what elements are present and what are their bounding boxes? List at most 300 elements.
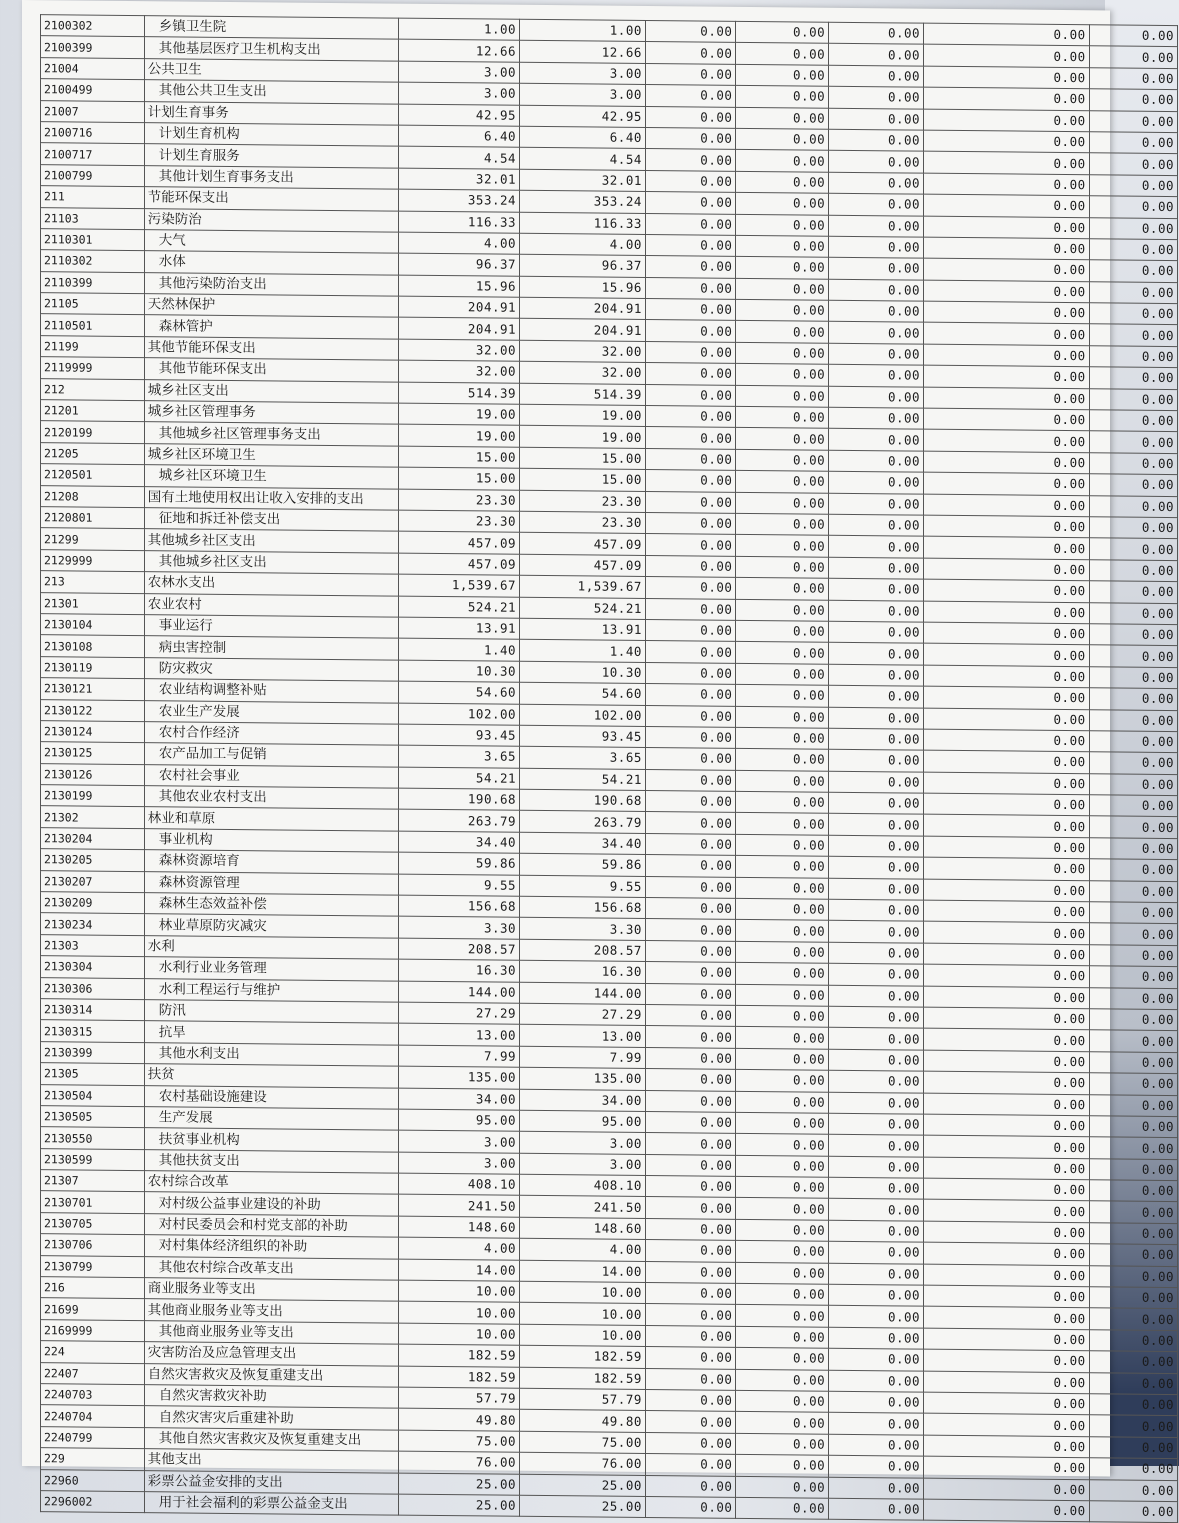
- total-amount-cell: 3.00: [398, 82, 519, 105]
- subject-name-cell: 其他自然灾害救灾及恢复重建支出: [144, 1427, 398, 1451]
- zero-amount-cell: 0.00: [829, 985, 924, 1007]
- table-body: [41, 15, 1178, 1523]
- subject-name-cell: 城乡社区支出: [144, 379, 398, 403]
- zero-amount-cell: 0.00: [736, 43, 829, 65]
- subject-name-cell: 事业运行: [144, 615, 398, 639]
- subject-code-cell: 224: [41, 1341, 145, 1363]
- zero-amount-cell: 0.00: [924, 1478, 1090, 1501]
- subject-name-cell: 农业农村: [144, 593, 398, 617]
- zero-amount-cell: 0.00: [829, 108, 924, 130]
- zero-amount-cell: 0.00: [645, 170, 736, 192]
- subject-name-cell: 扶贫: [144, 1064, 398, 1088]
- zero-amount-cell: 0.00: [736, 385, 829, 407]
- subject-code-cell: 2130124: [41, 721, 145, 743]
- zero-amount-cell: 0.00: [924, 66, 1090, 89]
- zero-amount-cell: 0.00: [736, 1433, 829, 1455]
- subject-code-cell: 2240704: [41, 1405, 145, 1427]
- zero-amount-cell: 0.00: [924, 708, 1090, 731]
- zero-amount-cell: 0.00: [829, 1049, 924, 1071]
- zero-amount-cell: 0.00: [1089, 581, 1177, 603]
- subject-code-cell: 2120501: [41, 464, 145, 486]
- zero-amount-cell: 0.00: [924, 579, 1090, 602]
- total-amount-cell: 102.00: [398, 703, 519, 726]
- total-amount-cell: 116.33: [398, 211, 519, 234]
- zero-amount-cell: 0.00: [924, 280, 1090, 303]
- zero-amount-cell: 0.00: [645, 1240, 736, 1262]
- zero-amount-cell: 0.00: [645, 427, 736, 449]
- total-amount-cell: 190.68: [398, 788, 519, 811]
- zero-amount-cell: 0.00: [645, 897, 736, 919]
- zero-amount-cell: 0.00: [1089, 1308, 1177, 1330]
- subject-code-cell: 2169999: [41, 1320, 145, 1342]
- subject-name-cell: 灾害防治及应急管理支出: [144, 1342, 398, 1366]
- zero-amount-cell: 0.00: [645, 919, 736, 941]
- zero-amount-cell: 0.00: [736, 471, 829, 493]
- zero-amount-cell: 0.00: [829, 1348, 924, 1370]
- zero-amount-cell: 0.00: [1089, 624, 1177, 646]
- general-budget-cell: 15.00: [520, 447, 646, 470]
- general-budget-cell: 25.00: [520, 1474, 646, 1497]
- zero-amount-cell: 0.00: [736, 278, 829, 300]
- general-budget-cell: 1,539.67: [520, 575, 646, 598]
- zero-amount-cell: 0.00: [924, 258, 1090, 281]
- zero-amount-cell: 0.00: [645, 1218, 736, 1240]
- subject-code-cell: 2296002: [41, 1491, 145, 1513]
- zero-amount-cell: 0.00: [645, 320, 736, 342]
- zero-amount-cell: 0.00: [645, 127, 736, 149]
- zero-amount-cell: 0.00: [924, 1242, 1090, 1265]
- total-amount-cell: 4.54: [398, 146, 519, 169]
- zero-amount-cell: 0.00: [924, 430, 1090, 453]
- zero-amount-cell: 0.00: [924, 451, 1090, 474]
- zero-amount-cell: 0.00: [736, 813, 829, 835]
- general-budget-cell: 148.60: [520, 1217, 646, 1240]
- zero-amount-cell: 0.00: [736, 984, 829, 1006]
- subject-name-cell: 水利工程运行与维护: [144, 978, 398, 1002]
- zero-amount-cell: 0.00: [924, 1456, 1090, 1479]
- subject-code-cell: 211: [41, 186, 145, 208]
- total-amount-cell: 1,539.67: [398, 574, 519, 597]
- zero-amount-cell: 0.00: [924, 1178, 1090, 1201]
- general-budget-cell: 23.30: [520, 511, 646, 534]
- total-amount-cell: 1.40: [398, 638, 519, 661]
- zero-amount-cell: 0.00: [1089, 495, 1177, 517]
- subject-name-cell: 对村级公益事业建设的补助: [144, 1192, 398, 1216]
- subject-code-cell: 2130204: [41, 828, 145, 850]
- zero-amount-cell: 0.00: [924, 1157, 1090, 1180]
- zero-amount-cell: 0.00: [645, 213, 736, 235]
- zero-amount-cell: 0.00: [924, 750, 1090, 773]
- subject-code-cell: 229: [41, 1448, 145, 1470]
- zero-amount-cell: 0.00: [829, 921, 924, 943]
- general-budget-cell: 3.00: [520, 62, 646, 85]
- zero-amount-cell: 0.00: [829, 835, 924, 857]
- zero-amount-cell: 0.00: [736, 856, 829, 878]
- zero-amount-cell: 0.00: [645, 705, 736, 727]
- zero-amount-cell: 0.00: [736, 1497, 829, 1519]
- general-budget-cell: 16.30: [520, 960, 646, 983]
- zero-amount-cell: 0.00: [924, 665, 1090, 688]
- zero-amount-cell: 0.00: [829, 44, 924, 66]
- subject-name-cell: 其他污染防治支出: [144, 272, 398, 296]
- subject-name-cell: 大气: [144, 230, 398, 254]
- subject-code-cell: 2130207: [41, 870, 145, 892]
- zero-amount-cell: 0.00: [924, 815, 1090, 838]
- zero-amount-cell: 0.00: [645, 1325, 736, 1347]
- zero-amount-cell: 0.00: [924, 1499, 1090, 1522]
- subject-name-cell: 其他商业服务业等支出: [144, 1321, 398, 1345]
- zero-amount-cell: 0.00: [829, 1263, 924, 1285]
- total-amount-cell: 208.57: [398, 938, 519, 961]
- total-amount-cell: 93.45: [398, 724, 519, 747]
- subject-name-cell: 事业机构: [144, 829, 398, 853]
- general-budget-cell: 93.45: [520, 725, 646, 748]
- zero-amount-cell: 0.00: [829, 193, 924, 215]
- subject-code-cell: 21305: [41, 1063, 145, 1085]
- subject-code-cell: 21303: [41, 934, 145, 956]
- subject-code-cell: 22960: [41, 1469, 145, 1491]
- general-budget-cell: 3.00: [520, 1153, 646, 1176]
- subject-code-cell: 2100499: [41, 79, 145, 101]
- subject-name-cell: 农村综合改革: [144, 1171, 398, 1195]
- general-budget-cell: 19.00: [520, 404, 646, 427]
- zero-amount-cell: 0.00: [645, 1047, 736, 1069]
- zero-amount-cell: 0.00: [645, 1154, 736, 1176]
- total-amount-cell: 16.30: [398, 959, 519, 982]
- zero-amount-cell: 0.00: [736, 1005, 829, 1027]
- general-budget-cell: 457.09: [520, 554, 646, 577]
- general-budget-cell: 182.59: [520, 1345, 646, 1368]
- zero-amount-cell: 0.00: [736, 599, 829, 621]
- zero-amount-cell: 0.00: [924, 857, 1090, 880]
- subject-code-cell: 2130599: [41, 1148, 145, 1170]
- general-budget-cell: 10.30: [520, 661, 646, 684]
- total-amount-cell: 32.00: [398, 360, 519, 383]
- zero-amount-cell: 0.00: [924, 772, 1090, 795]
- subject-name-cell: 其他扶贫支出: [144, 1149, 398, 1173]
- zero-amount-cell: 0.00: [924, 558, 1090, 581]
- subject-code-cell: 2130234: [41, 913, 145, 935]
- zero-amount-cell: 0.00: [736, 963, 829, 985]
- zero-amount-cell: 0.00: [736, 727, 829, 749]
- zero-amount-cell: 0.00: [736, 364, 829, 386]
- subject-code-cell: 2130550: [41, 1127, 145, 1149]
- zero-amount-cell: 0.00: [736, 64, 829, 86]
- general-budget-cell: 9.55: [520, 875, 646, 898]
- subject-name-cell: 农业生产发展: [144, 700, 398, 724]
- subject-name-cell: 节能环保支出: [144, 187, 398, 211]
- zero-amount-cell: 0.00: [645, 363, 736, 385]
- subject-name-cell: 用于社会福利的彩票公益金支出: [144, 1492, 398, 1516]
- zero-amount-cell: 0.00: [736, 898, 829, 920]
- subject-code-cell: 2130205: [41, 849, 145, 871]
- total-amount-cell: 23.30: [398, 489, 519, 512]
- zero-amount-cell: 0.00: [645, 1261, 736, 1283]
- subject-name-cell: 农村合作经济: [144, 722, 398, 746]
- subject-name-cell: 公共卫生: [144, 58, 398, 82]
- zero-amount-cell: 0.00: [1089, 1223, 1177, 1245]
- zero-amount-cell: 0.00: [829, 471, 924, 493]
- zero-amount-cell: 0.00: [736, 1027, 829, 1049]
- total-amount-cell: 204.91: [398, 318, 519, 341]
- zero-amount-cell: 0.00: [829, 258, 924, 280]
- zero-amount-cell: 0.00: [1089, 46, 1177, 68]
- general-budget-cell: 15.00: [520, 468, 646, 491]
- zero-amount-cell: 0.00: [1089, 1201, 1177, 1223]
- total-amount-cell: 19.00: [398, 425, 519, 448]
- zero-amount-cell: 0.00: [924, 643, 1090, 666]
- zero-amount-cell: 0.00: [829, 322, 924, 344]
- subject-name-cell: 农村社会事业: [144, 764, 398, 788]
- total-amount-cell: 76.00: [398, 1451, 519, 1474]
- zero-amount-cell: 0.00: [924, 922, 1090, 945]
- general-budget-cell: 3.30: [520, 918, 646, 941]
- subject-code-cell: 2130314: [41, 999, 145, 1021]
- general-budget-cell: 263.79: [520, 811, 646, 834]
- subject-name-cell: 扶贫事业机构: [144, 1128, 398, 1152]
- zero-amount-cell: 0.00: [829, 664, 924, 686]
- total-amount-cell: 15.00: [398, 467, 519, 490]
- zero-amount-cell: 0.00: [829, 856, 924, 878]
- zero-amount-cell: 0.00: [829, 1006, 924, 1028]
- zero-amount-cell: 0.00: [924, 1307, 1090, 1330]
- zero-amount-cell: 0.00: [924, 130, 1090, 153]
- total-amount-cell: 156.68: [398, 895, 519, 918]
- subject-code-cell: 2100717: [41, 143, 145, 165]
- zero-amount-cell: 0.00: [1089, 517, 1177, 539]
- total-amount-cell: 54.21: [398, 767, 519, 790]
- zero-amount-cell: 0.00: [736, 920, 829, 942]
- total-amount-cell: 3.00: [398, 61, 519, 84]
- total-amount-cell: 54.60: [398, 681, 519, 704]
- total-amount-cell: 1.00: [398, 18, 519, 41]
- zero-amount-cell: 0.00: [645, 812, 736, 834]
- subject-code-cell: 2130108: [41, 635, 145, 657]
- zero-amount-cell: 0.00: [736, 1455, 829, 1477]
- general-budget-cell: 54.21: [520, 768, 646, 791]
- zero-amount-cell: 0.00: [829, 1113, 924, 1135]
- zero-amount-cell: 0.00: [1089, 880, 1177, 902]
- zero-amount-cell: 0.00: [645, 234, 736, 256]
- zero-amount-cell: 0.00: [829, 407, 924, 429]
- zero-amount-cell: 0.00: [924, 515, 1090, 538]
- subject-name-cell: 森林资源培育: [144, 850, 398, 874]
- zero-amount-cell: 0.00: [645, 619, 736, 641]
- zero-amount-cell: 0.00: [924, 1264, 1090, 1287]
- general-budget-cell: 144.00: [520, 982, 646, 1005]
- zero-amount-cell: 0.00: [924, 194, 1090, 217]
- zero-amount-cell: 0.00: [1089, 838, 1177, 860]
- general-budget-cell: 13.91: [520, 618, 646, 641]
- zero-amount-cell: 0.00: [1089, 1265, 1177, 1287]
- zero-amount-cell: 0.00: [1089, 89, 1177, 111]
- zero-amount-cell: 0.00: [736, 150, 829, 172]
- general-budget-cell: 241.50: [520, 1196, 646, 1219]
- general-budget-cell: 32.01: [520, 169, 646, 192]
- zero-amount-cell: 0.00: [1089, 709, 1177, 731]
- total-amount-cell: 23.30: [398, 510, 519, 533]
- subject-name-cell: 城乡社区环境卫生: [144, 465, 398, 489]
- subject-name-cell: 其他水利支出: [144, 1042, 398, 1066]
- zero-amount-cell: 0.00: [924, 151, 1090, 174]
- general-budget-cell: 7.99: [520, 1046, 646, 1069]
- zero-amount-cell: 0.00: [645, 598, 736, 620]
- zero-amount-cell: 0.00: [829, 899, 924, 921]
- subject-name-cell: 其他城乡社区支出: [144, 529, 398, 553]
- zero-amount-cell: 0.00: [924, 879, 1090, 902]
- zero-amount-cell: 0.00: [645, 791, 736, 813]
- total-amount-cell: 135.00: [398, 1066, 519, 1089]
- subject-name-cell: 其他节能环保支出: [144, 358, 398, 382]
- subject-code-cell: 21299: [41, 528, 145, 550]
- zero-amount-cell: 0.00: [829, 1135, 924, 1157]
- subject-name-cell: 计划生育机构: [144, 123, 398, 147]
- general-budget-cell: 95.00: [520, 1110, 646, 1133]
- zero-amount-cell: 0.00: [1089, 453, 1177, 475]
- subject-name-cell: 计划生育服务: [144, 144, 398, 168]
- subject-name-cell: 国有土地使用权出让收入安排的支出: [144, 486, 398, 510]
- general-budget-cell: 14.00: [520, 1260, 646, 1283]
- zero-amount-cell: 0.00: [1089, 68, 1177, 90]
- zero-amount-cell: 0.00: [1089, 1501, 1177, 1523]
- zero-amount-cell: 0.00: [1089, 966, 1177, 988]
- subject-name-cell: 农业结构调整补贴: [144, 679, 398, 703]
- zero-amount-cell: 0.00: [1089, 1094, 1177, 1116]
- total-amount-cell: 13.00: [398, 1023, 519, 1046]
- total-amount-cell: 10.00: [398, 1302, 519, 1325]
- zero-amount-cell: 0.00: [924, 408, 1090, 431]
- subject-name-cell: 森林资源管理: [144, 871, 398, 895]
- general-budget-cell: 34.00: [520, 1089, 646, 1112]
- zero-amount-cell: 0.00: [829, 728, 924, 750]
- zero-amount-cell: 0.00: [645, 1069, 736, 1091]
- zero-amount-cell: 0.00: [736, 706, 829, 728]
- zero-amount-cell: 0.00: [1089, 945, 1177, 967]
- subject-name-cell: 水体: [144, 251, 398, 275]
- zero-amount-cell: 0.00: [736, 1219, 829, 1241]
- zero-amount-cell: 0.00: [829, 643, 924, 665]
- zero-amount-cell: 0.00: [645, 1283, 736, 1305]
- zero-amount-cell: 0.00: [645, 726, 736, 748]
- subject-name-cell: 计划生育事务: [144, 101, 398, 125]
- total-amount-cell: 10.00: [398, 1323, 519, 1346]
- zero-amount-cell: 0.00: [829, 600, 924, 622]
- zero-amount-cell: 0.00: [829, 300, 924, 322]
- zero-amount-cell: 0.00: [829, 621, 924, 643]
- subject-name-cell: 其他节能环保支出: [144, 337, 398, 361]
- general-budget-cell: 13.00: [520, 1025, 646, 1048]
- zero-amount-cell: 0.00: [736, 770, 829, 792]
- subject-code-cell: 21301: [41, 592, 145, 614]
- general-budget-cell: 76.00: [520, 1452, 646, 1475]
- zero-amount-cell: 0.00: [1089, 1479, 1177, 1501]
- zero-amount-cell: 0.00: [645, 748, 736, 770]
- zero-amount-cell: 0.00: [829, 151, 924, 173]
- zero-amount-cell: 0.00: [829, 1284, 924, 1306]
- zero-amount-cell: 0.00: [1089, 1158, 1177, 1180]
- total-amount-cell: 353.24: [398, 189, 519, 212]
- zero-amount-cell: 0.00: [829, 878, 924, 900]
- zero-amount-cell: 0.00: [1089, 1009, 1177, 1031]
- total-amount-cell: 10.00: [398, 1280, 519, 1303]
- total-amount-cell: 9.55: [398, 874, 519, 897]
- zero-amount-cell: 0.00: [924, 943, 1090, 966]
- zero-amount-cell: 0.00: [1089, 25, 1177, 47]
- zero-amount-cell: 0.00: [645, 149, 736, 171]
- zero-amount-cell: 0.00: [924, 793, 1090, 816]
- zero-amount-cell: 0.00: [645, 641, 736, 663]
- zero-amount-cell: 0.00: [924, 45, 1090, 68]
- subject-code-cell: 2130306: [41, 977, 145, 999]
- general-budget-cell: 10.00: [520, 1324, 646, 1347]
- zero-amount-cell: 0.00: [924, 622, 1090, 645]
- general-budget-cell: 32.00: [520, 362, 646, 385]
- zero-amount-cell: 0.00: [645, 1090, 736, 1112]
- zero-amount-cell: 0.00: [829, 65, 924, 87]
- subject-name-cell: 城乡社区环境卫生: [144, 443, 398, 467]
- zero-amount-cell: 0.00: [924, 1349, 1090, 1372]
- subject-code-cell: 2130199: [41, 785, 145, 807]
- zero-amount-cell: 0.00: [1089, 688, 1177, 710]
- zero-amount-cell: 0.00: [1089, 217, 1177, 239]
- total-amount-cell: 144.00: [398, 981, 519, 1004]
- zero-amount-cell: 0.00: [736, 1091, 829, 1113]
- zero-amount-cell: 0.00: [645, 299, 736, 321]
- total-amount-cell: 75.00: [398, 1430, 519, 1453]
- zero-amount-cell: 0.00: [829, 364, 924, 386]
- subject-name-cell: 其他基层医疗卫生机构支出: [144, 37, 398, 61]
- subject-code-cell: 2130701: [41, 1191, 145, 1213]
- zero-amount-cell: 0.00: [1089, 431, 1177, 453]
- subject-name-cell: 污染防治: [144, 208, 398, 232]
- zero-amount-cell: 0.00: [736, 1348, 829, 1370]
- general-budget-cell: 156.68: [520, 896, 646, 919]
- general-budget-cell: 204.91: [520, 297, 646, 320]
- zero-amount-cell: 0.00: [924, 1435, 1090, 1458]
- subject-code-cell: 2130505: [41, 1106, 145, 1128]
- zero-amount-cell: 0.00: [645, 1347, 736, 1369]
- zero-amount-cell: 0.00: [645, 277, 736, 299]
- zero-amount-cell: 0.00: [829, 1177, 924, 1199]
- zero-amount-cell: 0.00: [1089, 346, 1177, 368]
- zero-amount-cell: 0.00: [829, 343, 924, 365]
- zero-amount-cell: 0.00: [924, 729, 1090, 752]
- zero-amount-cell: 0.00: [1089, 153, 1177, 175]
- zero-amount-cell: 0.00: [736, 428, 829, 450]
- zero-amount-cell: 0.00: [1089, 1372, 1177, 1394]
- zero-amount-cell: 0.00: [645, 662, 736, 684]
- zero-amount-cell: 0.00: [645, 384, 736, 406]
- zero-amount-cell: 0.00: [924, 1221, 1090, 1244]
- zero-amount-cell: 0.00: [736, 834, 829, 856]
- zero-amount-cell: 0.00: [1089, 560, 1177, 582]
- subject-code-cell: 21103: [41, 207, 145, 229]
- zero-amount-cell: 0.00: [829, 685, 924, 707]
- subject-name-cell: 农林水支出: [144, 572, 398, 596]
- zero-amount-cell: 0.00: [1089, 773, 1177, 795]
- subject-name-cell: 水利行业业务管理: [144, 957, 398, 981]
- zero-amount-cell: 0.00: [924, 1050, 1090, 1073]
- general-budget-cell: 12.66: [520, 41, 646, 64]
- general-budget-cell: 54.60: [520, 682, 646, 705]
- zero-amount-cell: 0.00: [645, 63, 736, 85]
- subject-code-cell: 21105: [41, 293, 145, 315]
- subject-code-cell: 216: [41, 1277, 145, 1299]
- general-budget-cell: 3.65: [520, 747, 646, 770]
- subject-code-cell: 2240799: [41, 1426, 145, 1448]
- zero-amount-cell: 0.00: [1089, 303, 1177, 325]
- subject-name-cell: 自然灾害救灾及恢复重建支出: [144, 1363, 398, 1387]
